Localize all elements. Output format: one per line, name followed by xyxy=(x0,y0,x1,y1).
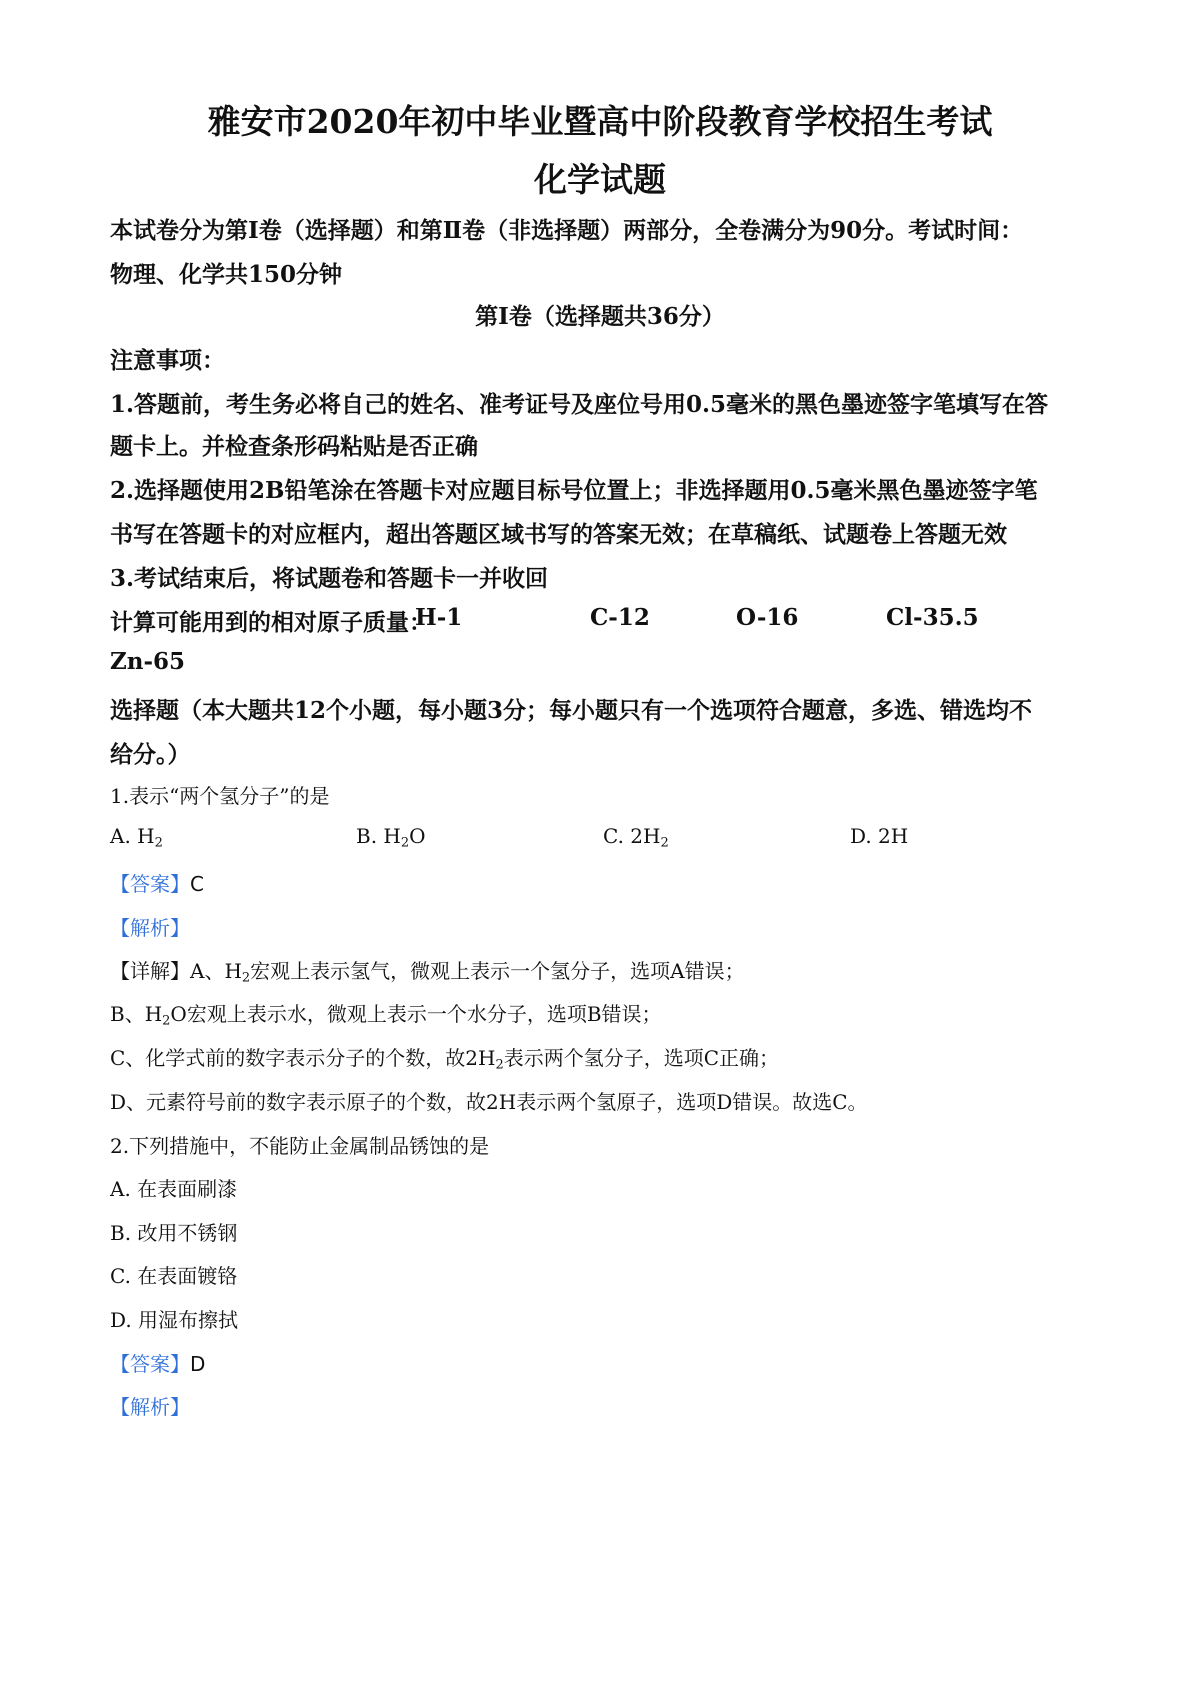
q2-option-b: B. 改用不锈钢 xyxy=(110,1221,238,1245)
intro-line-1: 本试卷分为第Ⅰ卷（选择题）和第Ⅱ卷（非选择题）两部分，全卷满分为90分。考试时间： xyxy=(110,217,1024,244)
atomic-mass-c: C-12 xyxy=(590,604,650,631)
answer-label: 【答案】 xyxy=(110,1352,190,1376)
choice-intro-line-1: 选择题（本大题共12个小题，每小题3分；每小题只有一个选项符合题意，多选、错选均不 xyxy=(110,697,1033,724)
atomic-mass-h: H-1 xyxy=(415,604,463,631)
atomic-mass-zn: Zn-65 xyxy=(110,648,186,675)
q1-answer: 【答案】C xyxy=(110,872,204,896)
exam-title: 雅安市2020年初中毕业暨高中阶段教育学校招生考试 xyxy=(207,102,993,141)
notes-heading: 注意事项： xyxy=(110,347,225,374)
q2-option-d: D. 用湿布擦拭 xyxy=(110,1308,239,1332)
note-3: 3.考试结束后，将试题卷和答题卡一并收回 xyxy=(110,565,549,592)
atomic-mass-label: 计算可能用到的相对原子质量： xyxy=(110,609,432,636)
atomic-mass-o: O-16 xyxy=(736,604,799,631)
answer-label: 【答案】 xyxy=(110,872,190,896)
note-2-line-2: 书写在答题卡的对应框内，超出答题区域书写的答案无效；在草稿纸、试题卷上答题无效 xyxy=(110,521,1007,548)
q2-analysis-label: 【解析】 xyxy=(110,1395,190,1419)
choice-intro-line-2: 给分。） xyxy=(110,741,191,768)
q1-analysis-label: 【解析】 xyxy=(110,916,190,940)
q1-stem: 1.表示“两个氢分子”的是 xyxy=(110,784,330,808)
note-1-line-2: 题卡上。并检查条形码粘贴是否正确 xyxy=(110,433,478,460)
q2-option-a: A. 在表面刷漆 xyxy=(110,1177,238,1201)
q1-option-c: C. $2H_2$ xyxy=(603,824,669,851)
atomic-mass-cl: Cl-35.5 xyxy=(886,604,979,631)
q1-option-d: D. 2H xyxy=(850,824,909,848)
q1-detail-1: 【详解】A、$H_2$宏观上表示氢气，微观上表示一个氢分子，选项A错误； xyxy=(110,959,745,986)
q2-answer: 【答案】D xyxy=(110,1352,206,1376)
exam-subtitle: 化学试题 xyxy=(534,160,666,199)
q2-stem: 2.下列措施中，不能防止金属制品锈蚀的是 xyxy=(110,1134,490,1158)
q1-detail-3: C、化学式前的数字表示分子的个数，故$2H_2$表示两个氢分子，选项C正确； xyxy=(110,1046,780,1073)
note-1-line-1: 1.答题前，考生务必将自己的姓名、准考证号及座位号用0.5毫米的黑色墨迹签字笔填写在答 xyxy=(110,391,1049,418)
q1-option-a: A. $H_2$ xyxy=(110,824,163,851)
q1-detail-2: B、$H_2O$宏观上表示水，微观上表示一个水分子，选项B错误； xyxy=(110,1002,662,1029)
q2-option-c: C. 在表面镀铬 xyxy=(110,1264,238,1288)
q1-detail-4: D、元素符号前的数字表示原子的个数，故2H表示两个氢原子，选项D错误。故选C。 xyxy=(110,1090,868,1114)
intro-line-2: 物理、化学共150分钟 xyxy=(110,261,343,288)
note-2-line-1: 2.选择题使用2B铅笔涂在答题卡对应题目标号位置上；非选择题用0.5毫米黑色墨迹签字笔 xyxy=(110,477,1038,504)
q1-option-b: B. $H_2O$ xyxy=(356,824,426,851)
section-title: 第Ⅰ卷（选择题共36分） xyxy=(475,303,725,330)
